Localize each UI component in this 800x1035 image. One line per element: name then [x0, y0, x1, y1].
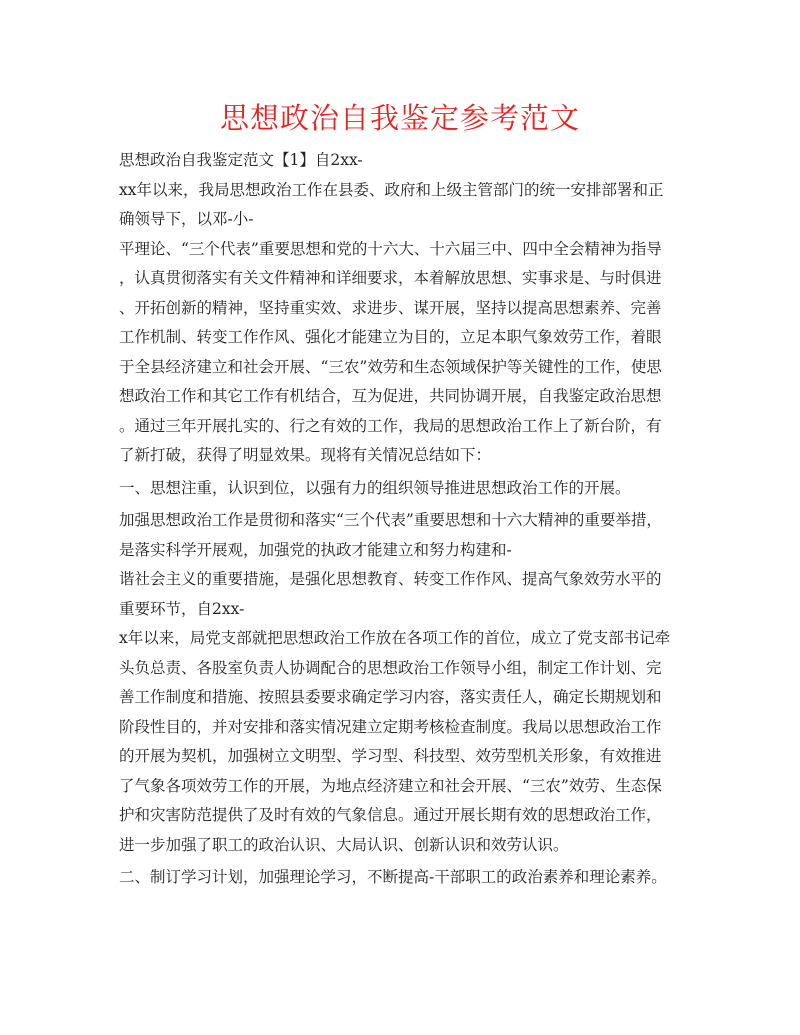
body-line: 加强思想政治工作是贯彻和落实“三个代表”重要思想和十六大精神的重要举措， [119, 511, 662, 529]
body-line: ，认真贯彻落实有关文件精神和详细要求，本着解放思想、实事求是、与时俱进 [119, 269, 662, 287]
body-line: 重要环节，自2xx- [119, 599, 245, 618]
body-line: 了气象各项效劳工作的开展，为地点经济建立和社会开展、“三农”效劳、生态保 [119, 776, 662, 795]
body-line: 。通过三年开展扎实的、行之有效的工作，我局的思想政治工作上了新台阶，有 [119, 416, 662, 435]
body-line: 、开拓创新的精神，坚持重实效、求进步、谋开展，坚持以提高思想素养、完善 [119, 298, 662, 317]
body-line: 平理论、“三个代表”重要思想和党的十六大、十六届三中、四中全会精神为指导 [119, 239, 662, 258]
body-line: 护和灾害防范提供了及时有效的气象信息。通过开展长期有效的思想政治工作， [119, 806, 662, 824]
body-line: xx年以来，我局思想政治工作在县委、政府和上级主管部门的统一安排部署和正 [119, 180, 664, 199]
body-line: 进一步加强了职工的政治认识、大局认识、创新认识和效劳认识。 [119, 835, 569, 854]
body-line: 头负总责、各股室负责人协调配合的思想政治工作领导小组，制定工作计划、完 [119, 658, 662, 677]
body-line: 工作机制、转变工作作风、强化才能建立为目的，立足本职气象效劳工作，着眼 [119, 328, 662, 346]
body-line: 确领导下，以邓-小- [119, 210, 254, 228]
document-title: 思想政治自我鉴定参考范文 [219, 101, 580, 135]
body-line: 善工作制度和措施、按照县委要求确定学习内容，落实责任人，确定长期规划和 [119, 688, 662, 706]
body-line: 了新打破，获得了明显效果。现将有关情况总结如下： [119, 446, 492, 464]
body-line: 想政治工作和其它工作有机结合，互为促进，共同协调开展，自我鉴定政治思想 [119, 387, 662, 405]
body-line: 谐社会主义的重要措施，是强化思想教育、转变工作作风、提高气象效劳水平的 [119, 570, 662, 588]
section-heading: 二、制订学习计划，加强理论学习，不断提高-干部职工的政治素养和理论素养。 [119, 868, 667, 886]
body-line: 是落实科学开展观，加强党的执政才能建立和努力构建和- [119, 540, 512, 559]
body-line: 的开展为契机，加强树立文明型、学习型、科技型、效劳型机关形象，有效推进 [119, 747, 662, 765]
document-body [119, 146, 679, 893]
body-line: 于全县经济建立和社会开展、“三农”效劳和生态领域保护等关键性的工作，使思 [119, 357, 662, 376]
section-heading: 一、思想注重，认识到位，以强有力的组织领导推进思想政治工作的开展。 [119, 478, 631, 497]
body-line: 思想政治自我鉴定范文【1】自2xx- [119, 151, 363, 169]
body-line: x年以来，局党支部就把思想政治工作放在各项工作的首位，成立了党支部书记牵 [119, 629, 671, 647]
body-line: 阶段性目的，并对安排和落实情况建立定期考核检查制度。我局以思想政治工作 [119, 717, 662, 736]
